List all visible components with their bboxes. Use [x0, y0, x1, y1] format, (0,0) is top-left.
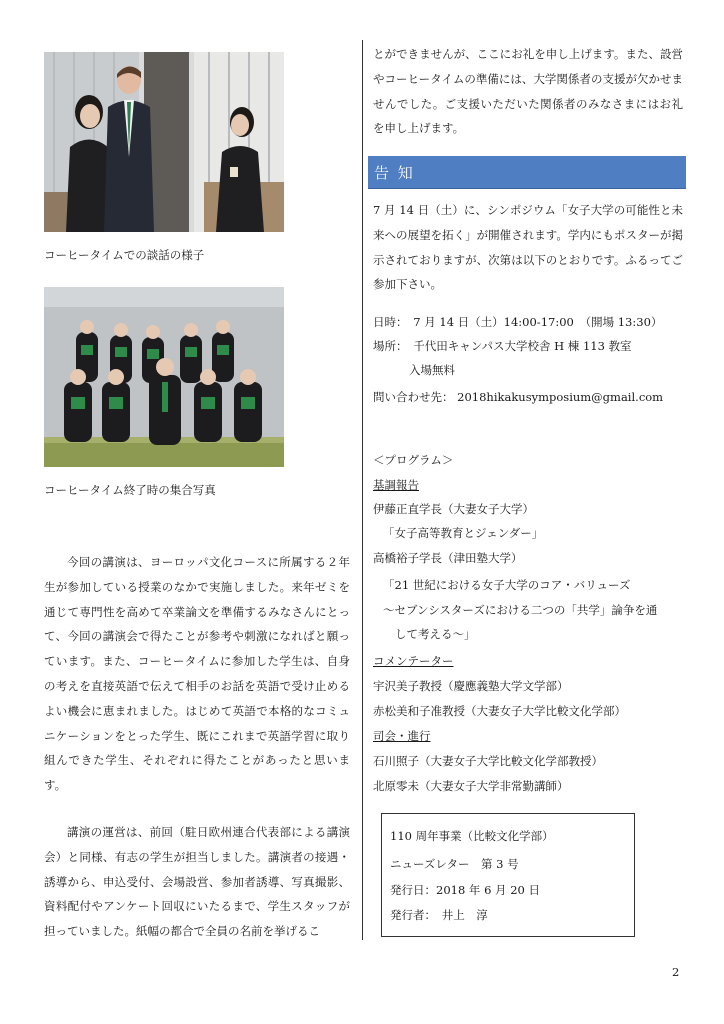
talk-2-title-line3: して考える～」 [395, 627, 476, 641]
speaker-2: 高橋裕子学長（津田塾大学） [373, 551, 523, 565]
info-box-line-2: ニューズレター 第 3 号 [390, 857, 519, 871]
talk-2-title-line1: 「21 世紀における女子大学のコア・バリューズ [383, 578, 631, 592]
event-date: 日時： 7 月 14 日（土）14:00-17:00 （開場 13:30） [373, 315, 663, 329]
info-box-publisher: 発行者： 井上 淳 [390, 908, 488, 922]
notice-heading-bar [368, 156, 686, 189]
event-venue: 場所： 千代田キャンパス大学校舎 H 棟 113 教室 [373, 339, 632, 353]
info-box-line-1: 110 周年事業（比較文化学部） [390, 829, 554, 843]
moderator-1: 石川照子（大妻女子大学比較文化学部教授） [373, 754, 603, 768]
commentator-2: 赤松美和子准教授（大妻女子大学比較文化学部） [373, 704, 626, 718]
notice-heading: 告 知 [374, 164, 415, 182]
column-divider [362, 40, 363, 940]
program-title: ＜プログラム＞ [373, 453, 454, 467]
body-paragraph-lecture: 今回の講演は、ヨーロッパ文化コースに所属する２年生が参加している授業のなかで実施しました。来年ゼミを通じて専門性を高めて卒業論文を準備するみなさんにとって、今回の講演会で得たことが参考や刺激になればと願っています。また、コーヒータイムに参加した学生は、自身の考えを直接英語で伝えて相手のお話を英語で受け止めるよい機会に恵まれました。はじめて英語で本格的なコミュニケーションをとった学生、既にこれまで英語学習に取り組んできた学生、それぞれに得たことがあったと思います。 [44, 555, 350, 793]
notice-paragraph: 7 月 14 日（土）に、シンポジウム「女子大学の可能性と未来への展望を拓く」が開催されます。学内にもポスターが掲示されておりますが、次第は以下のとおりです。ふるってご参加下さい。 [373, 203, 683, 292]
body-paragraph-operation: 講演の運営は、前回（駐日欧州連合代表部による講演会）と同様、有志の学生が担当しました。講演者の接遇・誘導から、申込受付、会場設営、参加者誘導、写真撮影、資料配付やアンケート回収にいたるまで、学生スタッフが担っていました。紙幅の都合で全員の名前を挙げるこ [44, 825, 350, 939]
photo-coffee-time-illustration [44, 52, 284, 232]
photo-group [44, 287, 284, 467]
event-admission: 入場無料 [409, 363, 455, 377]
photo1-caption: コーヒータイムでの談話の様子 [44, 248, 205, 262]
info-box-issue-date: 発行日：2018 年 6 月 20 日 [390, 883, 540, 897]
commentator-heading: コメンテーター [373, 654, 454, 668]
talk-2-title-line2: ～セブンシスターズにおける二つの「共学」論争を通 [383, 603, 658, 617]
photo-coffee-time-conversation [44, 52, 284, 232]
newsletter-info-box [381, 813, 635, 937]
photo-group-illustration [44, 287, 284, 467]
page-number: 2 [672, 965, 680, 979]
event-contact: 問い合わせ先： 2018hikakusymposium@gmail.com [373, 390, 664, 404]
commentator-1: 宇沢美子教授（慶應義塾大学文学部） [373, 679, 569, 693]
moderator-heading: 司会・進行 [373, 729, 431, 743]
talk-1-title: 「女子高等教育とジェンダー」 [383, 526, 544, 540]
keynote-heading: 基調報告 [373, 478, 419, 492]
speaker-1: 伊藤正直学長（大妻女子大学） [373, 502, 534, 516]
moderator-2: 北原零未（大妻女子大学非常勤講師） [373, 779, 569, 793]
photo2-caption: コーヒータイム終了時の集合写真 [44, 483, 216, 497]
body-paragraph-continuation: とができませんが、ここにお礼を申し上げます。また、設営やコーヒータイムの準備には、大学関係者の支援が欠かせませんでした。ご支援いただいた関係者のみなさまにはお礼を申し上げます。 [373, 47, 683, 136]
